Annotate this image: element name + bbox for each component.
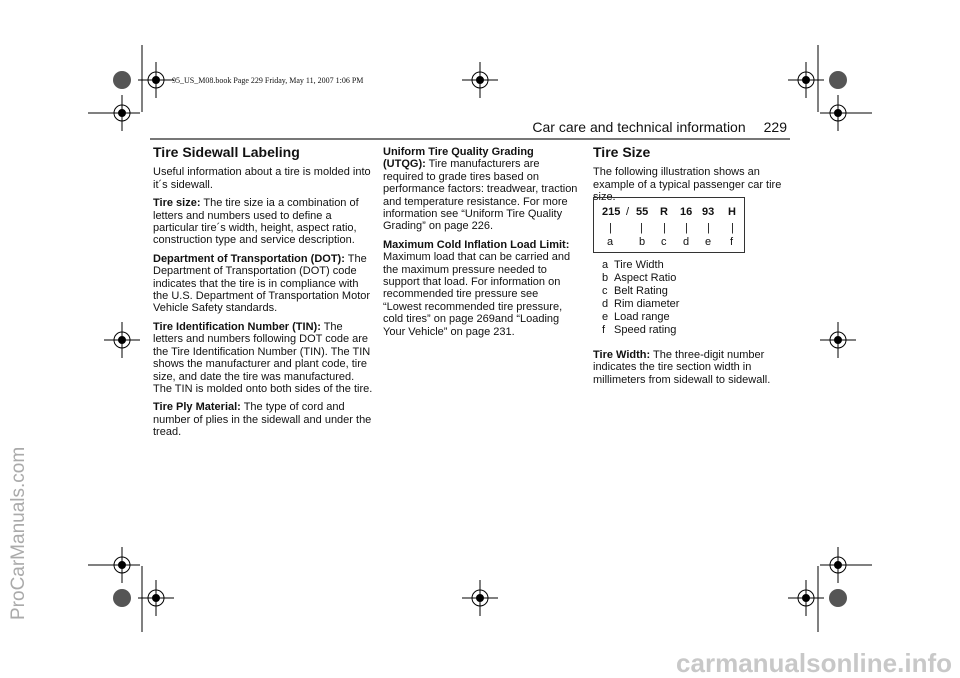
paragraph: Useful information about a tire is molded into it´s sidewall. [153,166,371,191]
color-bar-dot [113,589,131,607]
definition: Maximum load that can be carried and the maximum pressure needed to support that load. For information on recommended tire pressure see “Lowest recommended tire pressure, cold tires” on page 269and “Loading Your Vehicle” on page 231. [383,251,571,338]
print-stamp: 95_US_M08.book Page 229 Friday, May 11, 2007 1:06 PM [172,76,364,85]
definition: The type of cord and number of plies in the sidewall and under the tread. [153,401,372,439]
legend-item: a Tire Width [602,259,664,271]
letter: c [661,236,667,248]
paragraph [153,197,373,247]
tire-width-paragraph [593,349,793,392]
diagram-legend [602,259,679,337]
bar: | [731,222,734,234]
middle-column [383,146,579,344]
definition: The letters and numbers following DOT code are the Tire Identification Number (TIN). The TIN shows the manufacturer and plant code, tire size, and date the tire was manufactured. The TIN is molded onto both sides of the tire. [153,320,373,395]
legend-item: b Aspect Ratio [602,272,677,284]
legend-item: e Load range [602,311,670,323]
term: Tire size: [153,197,201,210]
registration-mark [138,580,174,616]
bar: | [663,222,666,234]
registration-mark [820,322,856,358]
color-bar-dot [829,589,847,607]
page-number: 229 [763,119,787,135]
term: Uniform Tire Quality Grading (UTQG): [383,146,534,171]
bar: | [640,222,643,234]
code: 93 [702,206,715,218]
term: Tire Identification Number (TIN): [153,320,321,333]
color-bar-dot [113,71,131,89]
code: 55 [636,206,649,218]
section-heading: Tire Size [593,144,651,160]
side-watermark: ProCarManuals.com [8,446,29,620]
registration-mark [104,322,140,358]
legend-item: c Belt Rating [602,285,668,297]
section-heading: Tire Sidewall Labeling [153,144,300,160]
registration-mark [462,580,498,616]
section-title: Car care and technical information [532,119,746,135]
running-header [532,119,787,135]
paragraph: The following illustration shows an example of a typical passenger car tire size. [593,166,782,204]
definition: The Department of Transportation (DOT) code indicates that the tire is in compliance with the U.S. Department of Transportation Motor Vehicle Safety standards. [153,252,371,315]
paragraph [153,401,373,438]
tire-size-diagram [593,197,745,253]
term: Department of Transportation (DOT): [153,252,345,265]
bottom-watermark: carmanualsonline.info [676,648,952,678]
paragraph [153,321,373,395]
registration-mark [788,62,824,98]
paragraph [383,146,579,233]
registration-mark [462,62,498,98]
paragraph [153,253,373,315]
bar: | [685,222,688,234]
code: / [626,206,630,218]
registration-mark [788,580,824,616]
letter: b [639,236,646,248]
letter: f [730,236,734,248]
letter: e [705,236,712,248]
code: H [728,206,736,218]
color-bar-dot [829,71,847,89]
term: Tire Ply Material: [153,401,241,414]
bar: | [707,222,710,234]
definition: Tire manufacturers are required to grade tires based on performance factors: treadwear, traction and temperature resistance. For more information see “Uniform Tire Quality Grading” on page 226. [383,158,578,233]
term: Maximum Cold Inflation Load Limit: [383,238,570,251]
code: 16 [680,206,693,218]
letter: d [683,236,690,248]
left-column [153,146,373,445]
registration-mark [138,62,174,98]
header-rule [150,138,790,140]
paragraph [383,239,579,338]
letter: a [607,236,614,248]
term: Tire Width: [593,349,651,361]
bar: | [609,222,612,234]
code: 215 [602,206,621,218]
legend-item: d Rim diameter [602,298,680,310]
code: R [660,206,668,218]
definition: The tire size ia a combination of letters and numbers used to define a particular tire´s width, height, aspect ratio, construction type and service description. [153,197,359,247]
legend-item: f Speed rating [602,324,677,336]
definition: The three-digit number indicates the tire section width in millimeters from sidewall to sidewall. [593,349,771,386]
